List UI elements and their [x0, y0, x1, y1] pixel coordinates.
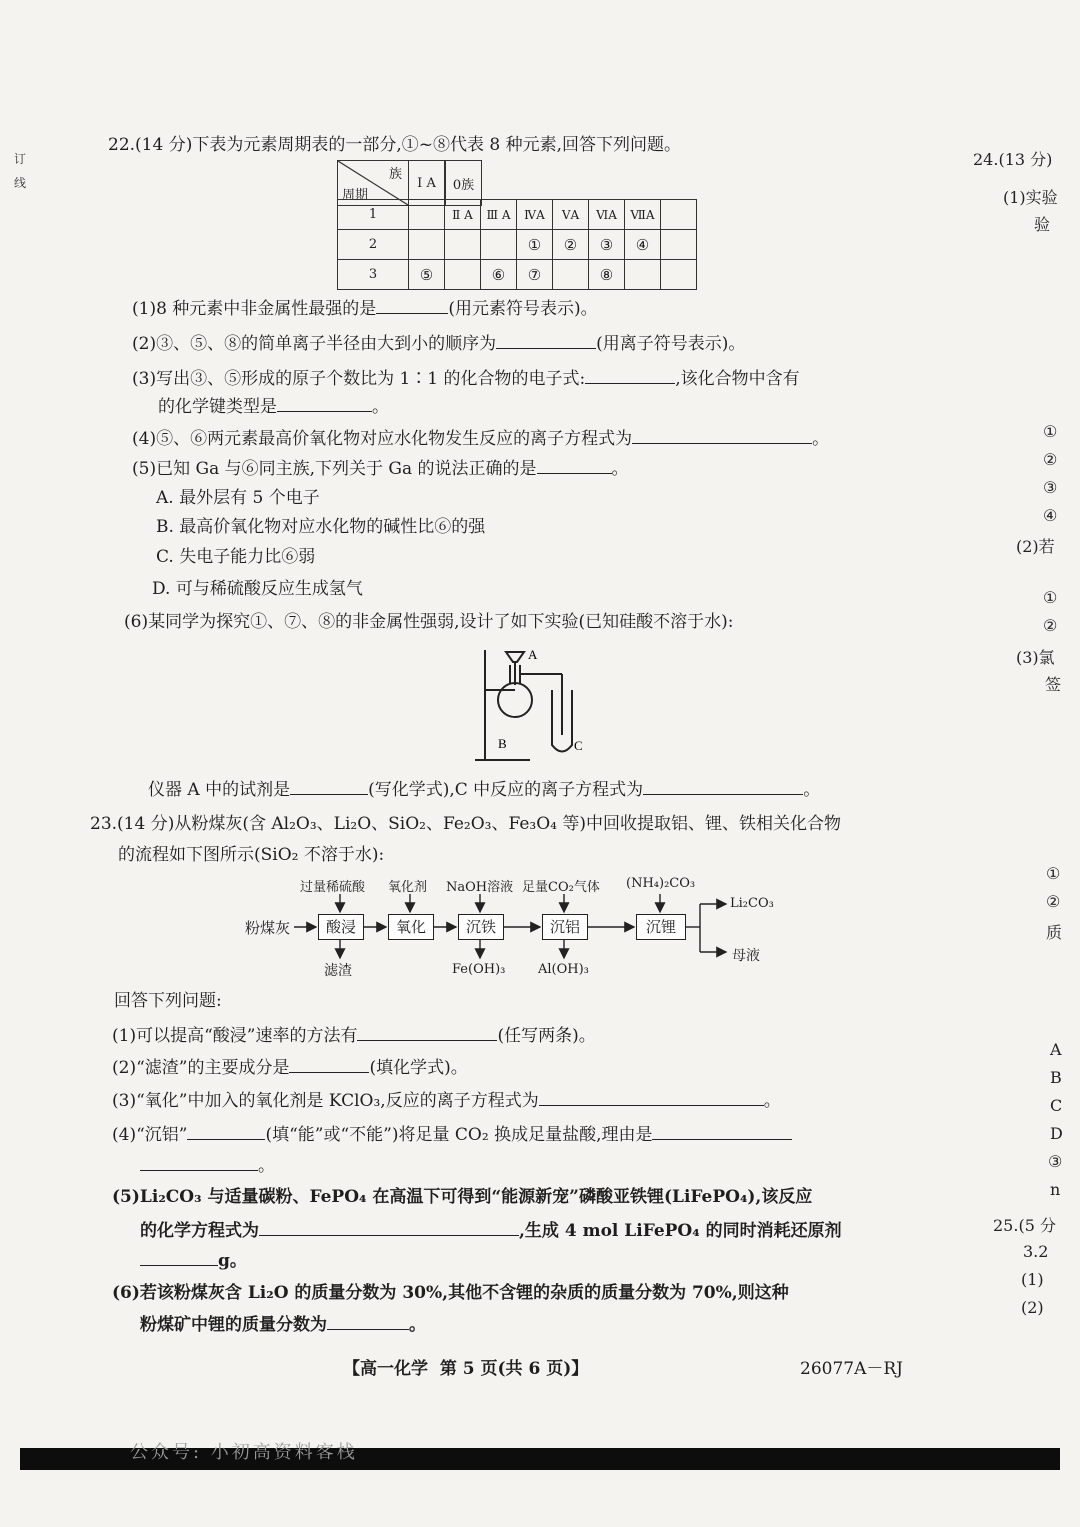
table-cell	[409, 200, 445, 230]
flow-step-oxidize: 氧化	[388, 914, 434, 940]
corner-group-label: 族	[388, 167, 402, 182]
q22-6: (6)某同学为探究①、⑦、⑧的非金属性强弱,设计了如下实验(已知硅酸不溶于水):	[124, 612, 734, 632]
q22-6-answer: 仪器 A 中的试剂是 (写化学式),C 中反应的离子方程式为 。	[148, 780, 821, 800]
footer-subject: 【高一化学 第 5 页(共 6 页)】	[343, 1359, 589, 1379]
q23-4: (4)“沉铝” (填“能”或“不能”)将足量 CO₂ 换成足量盐酸,理由是	[112, 1124, 792, 1146]
table-cell: ⑧	[589, 260, 625, 290]
q23-4-line2: 。	[140, 1155, 275, 1177]
header-ia: I A	[409, 161, 445, 206]
header-zero: 0族	[446, 161, 482, 206]
label-b: B	[498, 736, 507, 751]
q23-intro: 回答下列问题:	[114, 991, 222, 1011]
letter-a: A	[1050, 1040, 1062, 1059]
funnel-a	[506, 652, 524, 662]
q24-header: 24.(13 分)	[973, 150, 1053, 169]
q23-stem-2: 的流程如下图所示(SiO₂ 不溶于水):	[118, 845, 385, 865]
mark-1: ①	[1043, 422, 1058, 441]
table-period-label: 2	[338, 230, 409, 260]
q23-6: (6)若该粉煤灰含 Li₂O 的质量分数为 30%,其他不含锂的杂质的质量分数为 70%,则这种	[112, 1283, 789, 1303]
mark-5: n	[1050, 1180, 1061, 1199]
table-cell: ②	[553, 230, 589, 260]
q23-3: (3)“氧化”中加入的氧化剂是 KClO₃,反应的离子方程式为 。	[112, 1091, 781, 1111]
q22-option-a: A. 最外层有 5 个电子	[156, 488, 320, 508]
q24-1: (1)实验	[1003, 188, 1058, 207]
label-a: A	[528, 647, 538, 662]
table-cell	[553, 260, 589, 290]
q22-5: (5)已知 Ga 与⑥同主族,下列关于 Ga 的说法正确的是 。	[132, 459, 629, 479]
letter-c: C	[1050, 1096, 1063, 1115]
table-cell: ⑥	[481, 260, 517, 290]
flow-reagent-1: 过量稀硫酸	[300, 880, 366, 895]
table-cell	[409, 230, 445, 260]
table-group-header: Ⅲ A	[481, 200, 517, 230]
flow-input: 粉煤灰	[245, 919, 291, 937]
q22-3-line2: 的化学键类型是 。	[158, 397, 389, 417]
q23-2: (2)“滤渣”的主要成分是 (填化学式)。	[112, 1058, 468, 1078]
mark-2: ②	[1043, 450, 1058, 469]
q22-3: (3)写出③、⑤形成的原子个数比为 1∶1 的化合物的电子式: ,该化合物中含有	[132, 369, 800, 389]
flow-output-li2co3: Li₂CO₃	[730, 896, 774, 911]
margin-mark-bottom: 线	[14, 176, 27, 190]
table-period-label: 3	[338, 260, 409, 290]
mark-3: ③	[1043, 478, 1058, 497]
mark3-b: ②	[1046, 892, 1061, 911]
q24-3: (3)氯	[1016, 648, 1055, 667]
flow-step-precip-al: 沉铝	[542, 914, 588, 940]
q25-header: 25.(5 分	[993, 1216, 1056, 1235]
q25-1: (1)	[1021, 1270, 1044, 1289]
q24-2: (2)若	[1016, 537, 1055, 556]
table-cell	[625, 260, 661, 290]
footer-code: 26077A－RJ	[800, 1359, 903, 1379]
q22-option-c: C. 失电子能力比⑥弱	[156, 547, 316, 567]
q22-2: (2)③、⑤、⑧的简单离子半径由大到小的顺序为 (用离子符号表示)。	[132, 334, 746, 354]
mark3-a: ①	[1046, 864, 1061, 883]
table-group-header: ⅤA	[553, 200, 589, 230]
table-cell: ⑦	[517, 260, 553, 290]
table-group-header: ⅥA	[589, 200, 625, 230]
watermark: 公众号: 小初高资料客栈	[130, 1442, 358, 1463]
table-group-header: ⅦA	[625, 200, 661, 230]
mark-4b: ③	[1048, 1152, 1063, 1171]
q24-1b: 验	[1034, 215, 1051, 234]
flow-reagent-3: NaOH溶液	[446, 880, 514, 895]
table-cell	[661, 260, 697, 290]
flow-reagent-2: 氧化剂	[388, 880, 428, 895]
table-cell	[481, 230, 517, 260]
table-cell: ③	[589, 230, 625, 260]
q22-option-b: B. 最高价氧化物对应水化物的碱性比⑥的强	[156, 517, 486, 537]
flow-reagent-4: 足量CO₂气体	[522, 880, 600, 895]
letter-b: B	[1050, 1068, 1062, 1087]
flow-byproduct-aloh3: Al(OH)₃	[538, 962, 589, 977]
q25-a: 3.2	[1023, 1242, 1049, 1261]
q22-stem: 22.(14 分)下表为元素周期表的一部分,①~⑧代表 8 种元素,回答下列问题。	[108, 135, 682, 155]
flow-step-precip-li: 沉锂	[636, 914, 686, 940]
q22-4: (4)⑤、⑥两元素最高价氧化物对应水化物发生反应的离子方程式为 。	[132, 429, 830, 449]
flow-reagent-5: (NH₄)₂CO₃	[626, 876, 696, 891]
table-group-header: Ⅱ A	[445, 200, 481, 230]
mark2-2: ②	[1043, 616, 1058, 635]
mark2-1: ①	[1043, 588, 1058, 607]
table-cell: ⑤	[409, 260, 445, 290]
flow-byproduct-residue: 滤渣	[324, 963, 352, 979]
periodic-table-body	[337, 199, 697, 290]
apparatus-diagram	[460, 640, 610, 770]
table-cell	[661, 230, 697, 260]
flow-step-precip-fe: 沉铁	[458, 914, 504, 940]
table-group-header: ⅣA	[517, 200, 553, 230]
table-cell	[445, 260, 481, 290]
letter-d: D	[1050, 1124, 1063, 1143]
table-cell: ④	[625, 230, 661, 260]
table-cell: ①	[517, 230, 553, 260]
q23-1: (1)可以提高“酸浸”速率的方法有 (任写两条)。	[112, 1026, 596, 1046]
flask-b	[498, 683, 532, 717]
q23-5-line3: g。	[140, 1250, 247, 1272]
table-period-label: 1	[338, 200, 409, 230]
flow-output-mother-liquor: 母液	[732, 948, 760, 964]
margin-mark-top: 订	[14, 152, 27, 166]
table-cell	[445, 230, 481, 260]
corner-period-label: 周期	[342, 188, 369, 203]
q23-stem-1: 23.(14 分)从粉煤灰(含 Al₂O₃、Li₂O、SiO₂、Fe₂O₃、Fe₃O₄ 等)中回收提取铝、锂、铁相关化合物	[90, 814, 841, 834]
flow-step-acid-leach: 酸浸	[318, 914, 364, 940]
q23-6-line2: 粉煤矿中锂的质量分数为 。	[140, 1315, 426, 1335]
q22-1: (1)8 种元素中非金属性最强的是 (用元素符号表示)。	[132, 299, 598, 319]
q24-3b: 签	[1045, 675, 1062, 694]
flow-byproduct-feoh3: Fe(OH)₃	[452, 962, 506, 977]
label-c: C	[574, 738, 583, 753]
table-cell	[661, 200, 697, 230]
q25-2: (2)	[1021, 1298, 1044, 1317]
mark-4: ④	[1043, 506, 1058, 525]
q22-option-d: D. 可与稀硫酸反应生成氢气	[152, 579, 363, 599]
q23-5-line2: 的化学方程式为 ,生成 4 mol LiFePO₄ 的同时消耗还原剂	[140, 1221, 842, 1241]
mark3-c: 质	[1046, 923, 1063, 942]
q23-5: (5)Li₂CO₃ 与适量碳粉、FePO₄ 在高温下可得到“能源新宠”磷酸亚铁锂(LiFePO₄),该反应	[112, 1187, 813, 1207]
